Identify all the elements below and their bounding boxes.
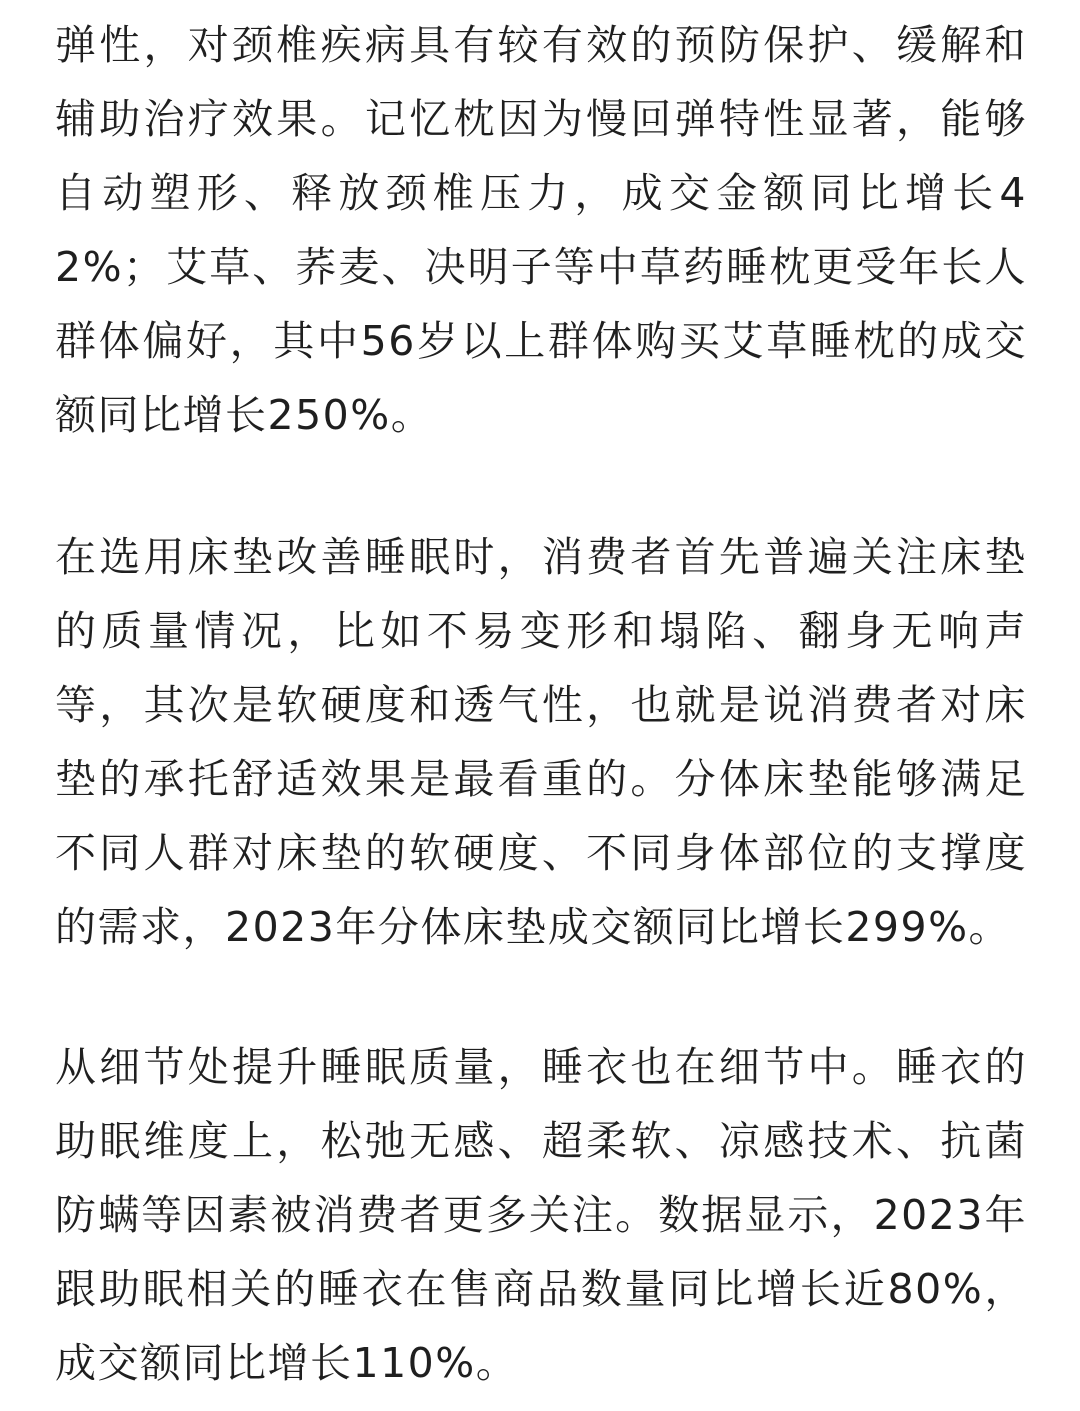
paragraph-sleepwear: 从细节处提升睡眠质量，睡衣也在细节中。睡衣的助眠维度上，松弛无感、超柔软、凉感技术、抗菌防螨等因素被消费者更多关注。数据显示，2023年跟助眠相关的睡衣在售商品数量同比增长近80%，成交额同比增长110%。: [55, 1043, 1027, 1387]
paragraph-mattress: 在选用床垫改善睡眠时，消费者首先普遍关注床垫的质量情况，比如不易变形和塌陷、翻身无响声等，其次是软硬度和透气性，也就是说消费者对床垫的承托舒适效果是最看重的。分体床垫能够满足不同人群对床垫的软硬度、不同身体部位的支撑度的需求，2023年分体床垫成交额同比增长299%。: [55, 533, 1027, 951]
paragraph-pillows: 弹性，对颈椎疾病具有较有效的预防保护、缓解和辅助治疗效果。记忆枕因为慢回弹特性显著，能够自动塑形、释放颈椎压力，成交金额同比增长42%；艾草、荞麦、决明子等中草药睡枕更受年长人群体偏好，其中56岁以上群体购买艾草睡枕的成交额同比增长250%。: [55, 21, 1027, 439]
